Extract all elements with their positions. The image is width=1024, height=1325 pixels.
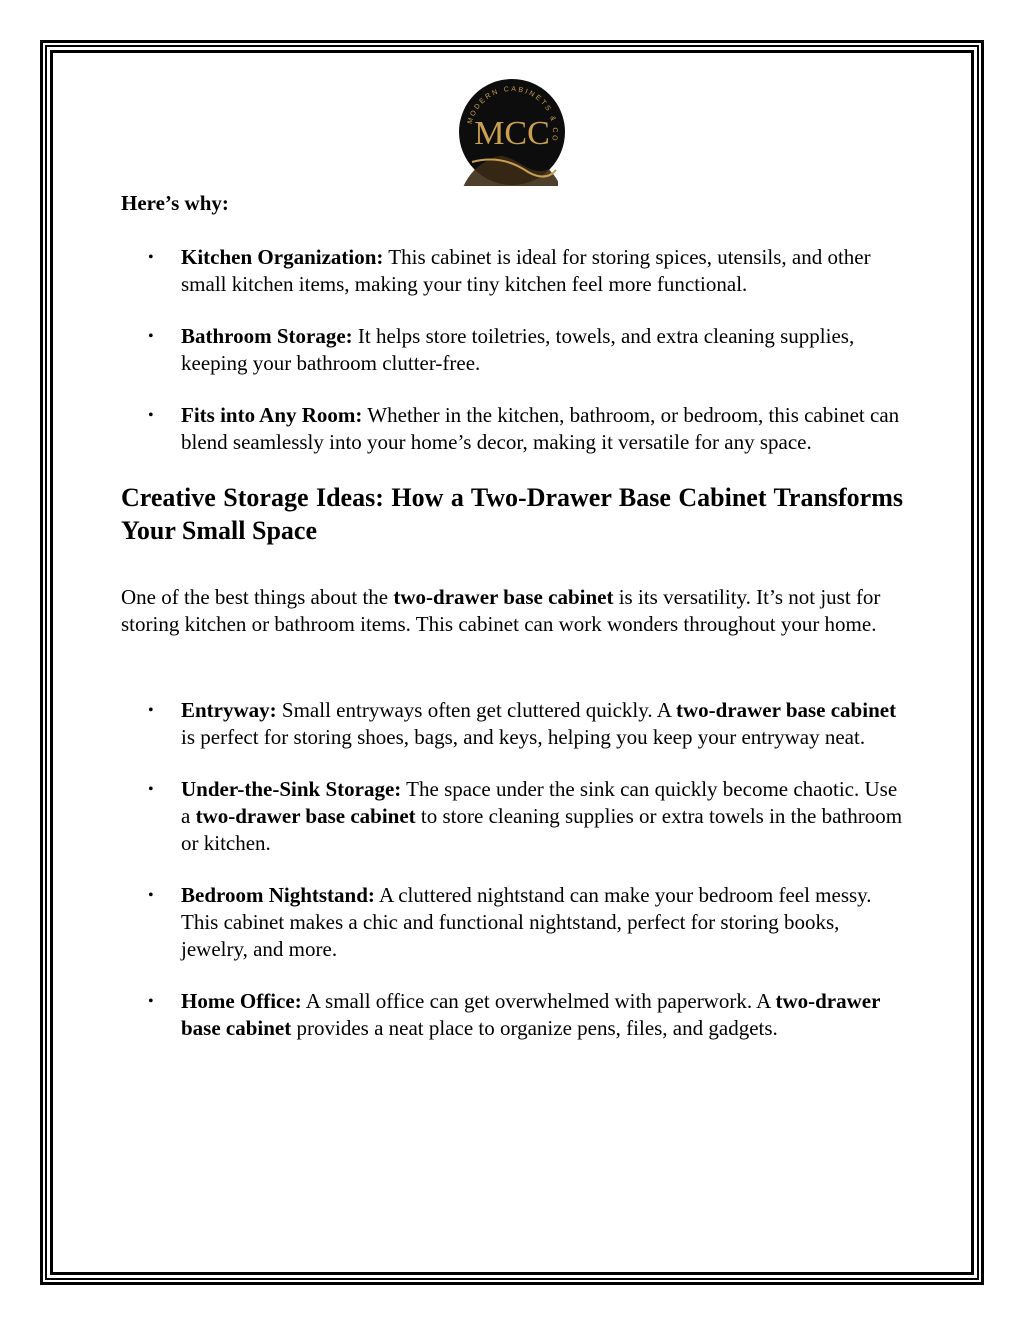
storage-ideas-list xyxy=(121,697,903,1042)
intro-paragraph: One of the best things about the two-drawer base cabinet is its versatility. It’s not just for storing kitchen or bathroom items. This cabinet can work wonders throughout your home. xyxy=(121,585,881,636)
list-item: • Fits into Any Room: Whether in the kitchen, bathroom, or bedroom, this cabinet can blend seamlessly into your home’s decor, making it versatile for any space. xyxy=(148,403,900,454)
benefits-list xyxy=(121,244,903,456)
bullet-icon: • xyxy=(148,407,154,424)
list-item: • Entryway: Small entryways often get cluttered quickly. A two-drawer base cabinet is perfect for storing shoes, bags, and keys, helping you keep your entryway neat. xyxy=(148,698,897,749)
list-item: • Bathroom Storage: It helps store toiletries, towels, and extra cleaning supplies, keeping your bathroom clutter-free. xyxy=(148,324,855,375)
bullet-icon: • xyxy=(148,993,154,1010)
mcc-logo xyxy=(458,78,566,186)
logo-ring-text: MODERN CABINETS & CO xyxy=(466,85,559,144)
bullet-icon: • xyxy=(148,887,154,904)
logo-text: MCC xyxy=(474,115,550,152)
bullet-icon: • xyxy=(148,328,154,345)
list-item: • Kitchen Organization: This cabinet is ideal for storing spices, utensils, and other small kitchen items, making your tiny kitchen feel more functional. xyxy=(148,245,871,296)
bullet-icon: • xyxy=(148,702,154,719)
document-body xyxy=(121,188,903,1067)
list-item: • Under-the-Sink Storage: The space under the sink can quickly become chaotic. Use a two-drawer base cabinet to store cleaning supplies or extra towels in the bathroom or kitchen. xyxy=(148,777,903,855)
list-item: • Bedroom Nightstand: A cluttered nightstand can make your bedroom feel messy. This cabinet makes a chic and functional nightstand, perfect for storing books, jewelry, and more. xyxy=(148,883,872,961)
list-item: • Home Office: A small office can get overwhelmed with paperwork. A two-drawer base cabinet provides a neat place to organize pens, files, and gadgets. xyxy=(148,989,881,1040)
bullet-icon: • xyxy=(148,781,154,798)
bullet-icon: • xyxy=(148,249,154,266)
lead-heading: Here’s why: xyxy=(121,191,229,215)
section-title: Creative Storage Ideas: How a Two-Drawer Base Cabinet Transforms Your Small Space xyxy=(121,483,903,545)
